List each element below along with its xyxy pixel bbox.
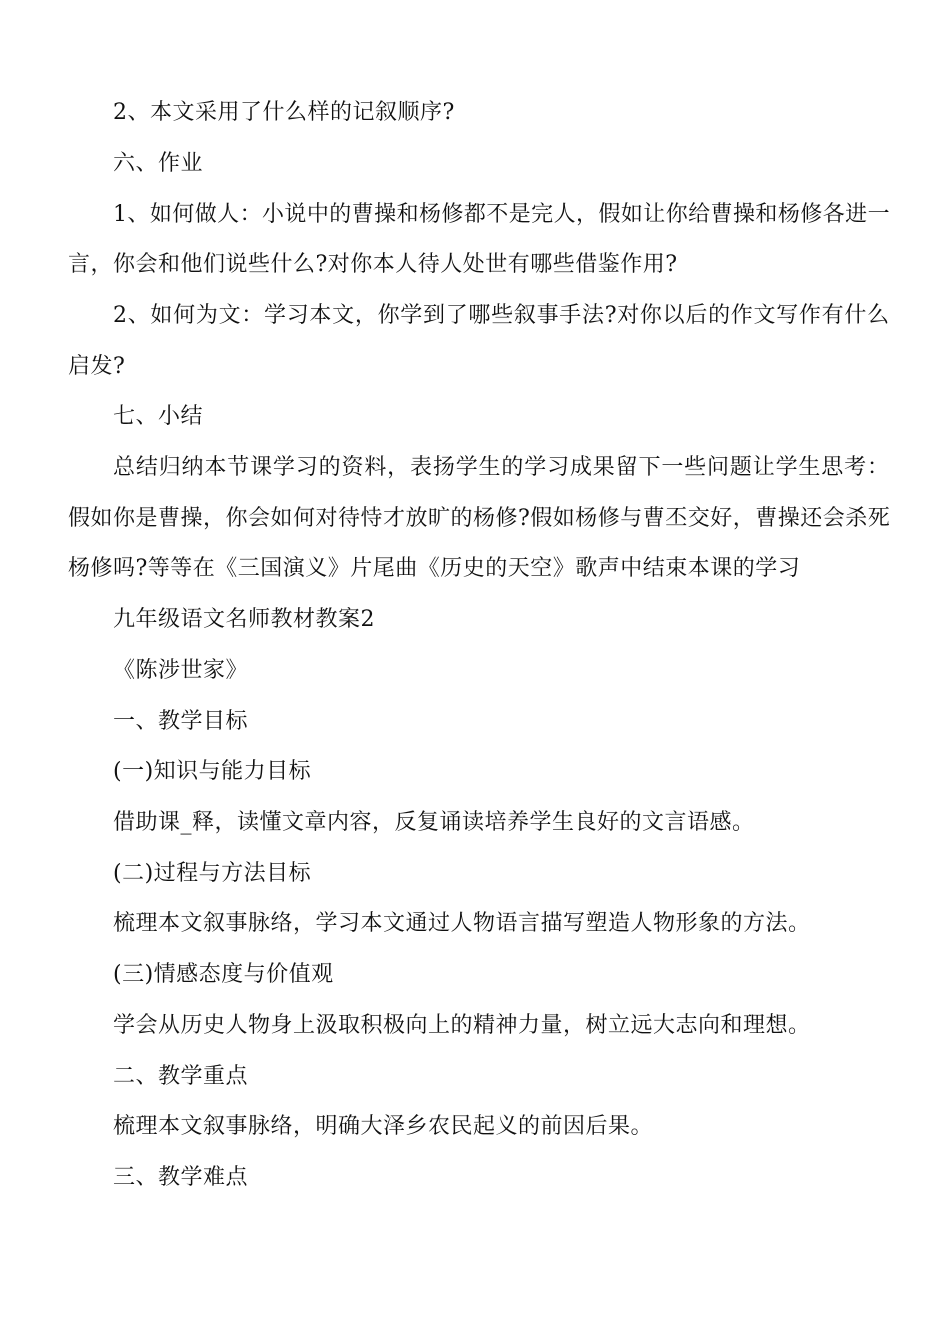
homework-1-line-2: 言，你会和他们说些什么?对你本人待人处世有哪些借鉴作用? [68,252,678,277]
summary-line-2: 假如你是曹操，你会如何对待恃才放旷的杨修?假如杨修与曹丕交好，曹操还会杀死 [68,506,891,531]
section-1-goals-heading: 一、教学目标 [113,709,249,734]
section-2-key-points-heading: 二、教学重点 [113,1064,249,1089]
summary-line-3: 杨修吗?等等在《三国演义》片尾曲《历史的天空》歌声中结束本课的学习 [68,556,801,581]
homework-2-line-2: 启发? [68,354,126,379]
goal-3-text: 学会从历史人物身上汲取积极向上的精神力量，树立远大志向和理想。 [113,1013,811,1038]
lesson-plan-2-title: 九年级语文名师教材教案2 [113,607,375,632]
goal-2-heading: (二)过程与方法目标 [113,861,312,886]
homework-2-line-1: 2、如何为文：学习本文，你学到了哪些叙事手法?对你以后的作文写作有什么 [113,303,890,328]
section-6-homework-heading: 六、作业 [113,151,204,176]
homework-1-line-1: 1、如何做人：小说中的曹操和杨修都不是完人，假如让你给曹操和杨修各进一 [113,202,890,227]
goal-1-text: 借助课_释，读懂文章内容，反复诵读培养学生良好的文言语感。 [113,810,755,835]
question-2-narrative-order: 2、本文采用了什么样的记叙顺序? [113,100,455,125]
goal-2-text: 梳理本文叙事脉络，学习本文通过人物语言描写塑造人物形象的方法。 [113,911,811,936]
section-3-difficulties-heading: 三、教学难点 [113,1165,249,1190]
goal-1-heading: (一)知识与能力目标 [113,759,312,784]
key-points-text: 梳理本文叙事脉络，明确大泽乡农民起义的前因后果。 [113,1114,654,1139]
summary-line-1: 总结归纳本节课学习的资料，表扬学生的学习成果留下一些问题让学生思考： [113,455,890,480]
goal-3-heading: (三)情感态度与价值观 [113,962,334,987]
section-7-summary-heading: 七、小结 [113,404,204,429]
text-title-chenshe: 《陈涉世家》 [113,658,249,683]
